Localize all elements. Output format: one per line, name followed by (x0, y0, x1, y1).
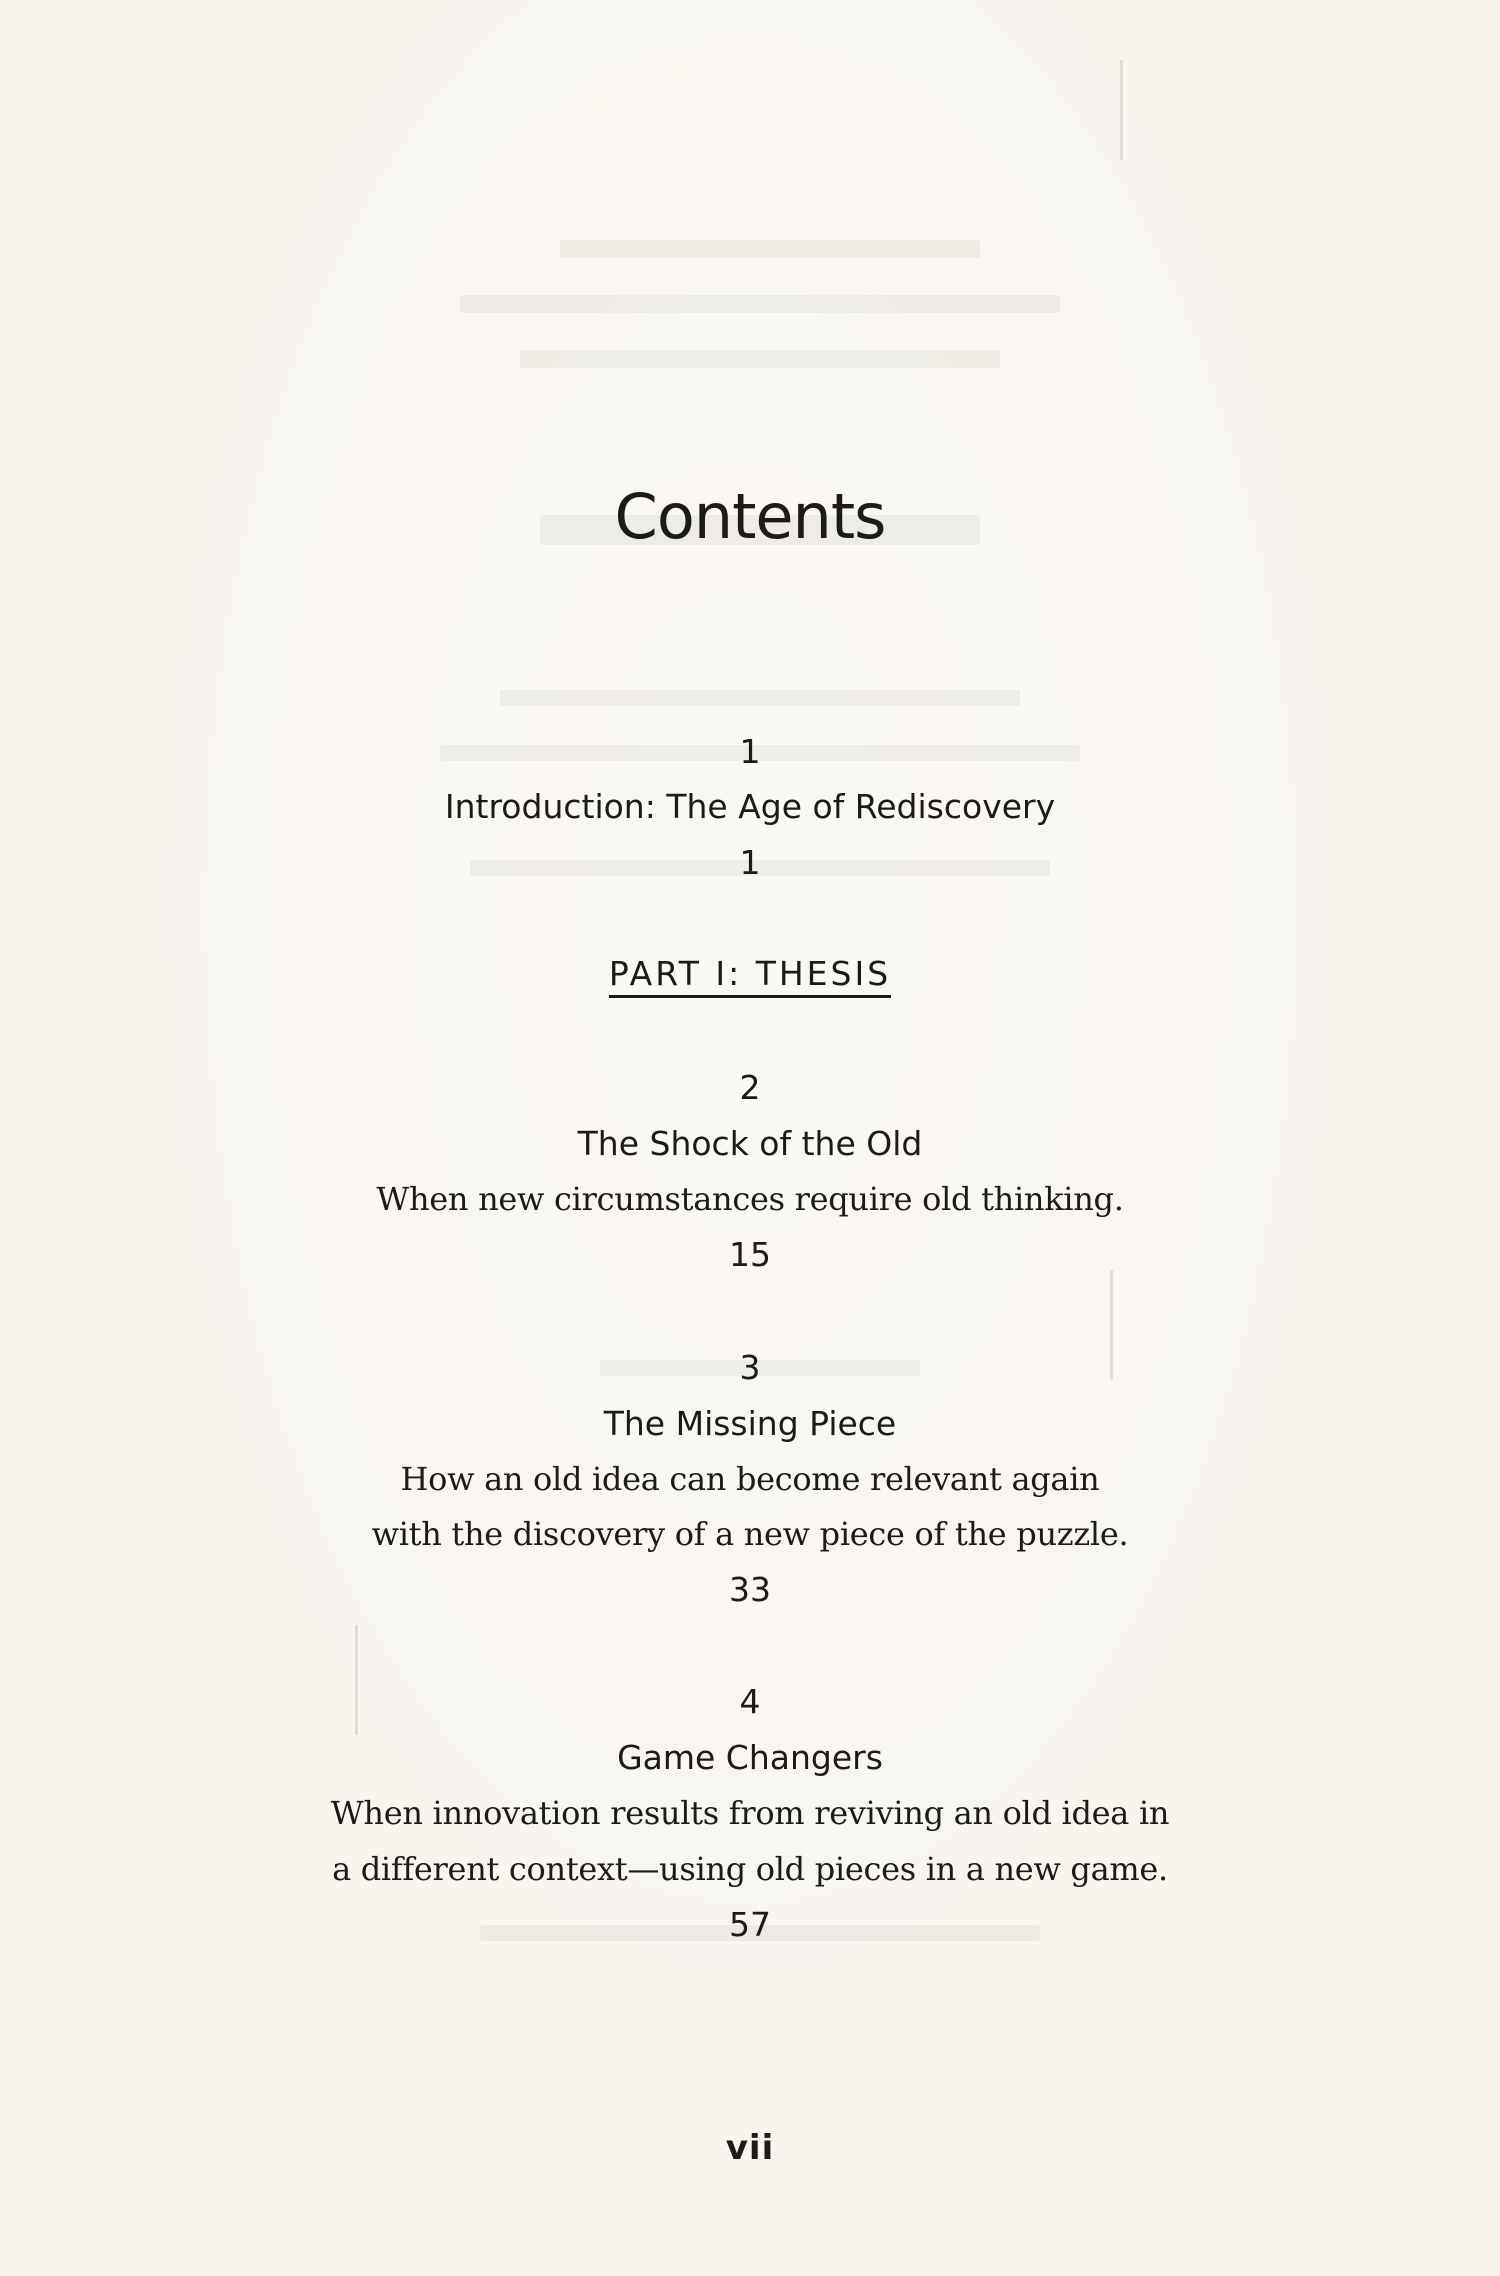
chapter-title: Game Changers (617, 1738, 883, 1777)
page-title: Contents (614, 480, 886, 553)
intro-page: 1 (739, 843, 761, 882)
chapter-number: 3 (739, 1348, 761, 1387)
chapter-number: 2 (739, 1068, 761, 1107)
chapter-page: 33 (729, 1570, 771, 1609)
chapter-description: How an old idea can become relevant again (400, 1460, 1100, 1498)
show-through-mark (500, 690, 1020, 706)
intro-title: Introduction: The Age of Rediscovery (444, 787, 1056, 826)
chapter-description: When innovation results from reviving an old idea in (330, 1794, 1170, 1832)
chapter-number: 4 (739, 1682, 761, 1721)
show-through-mark (460, 295, 1060, 313)
show-through-rule (1120, 60, 1123, 160)
show-through-mark (560, 240, 980, 258)
intro-number: 1 (739, 732, 761, 771)
chapter-page: 15 (729, 1235, 771, 1274)
chapter-description: When new circumstances require old thinking. (376, 1180, 1124, 1218)
chapter-description: a different context—using old pieces in a new game. (332, 1850, 1168, 1888)
chapter-description: with the discovery of a new piece of the puzzle. (371, 1515, 1129, 1553)
part-heading (0, 954, 1500, 998)
chapter-page: 57 (729, 1905, 771, 1944)
show-through-mark (520, 350, 1000, 368)
page-folio: vii (725, 2128, 775, 2168)
part-heading-text: PART I: THESIS (609, 954, 891, 998)
chapter-title: The Missing Piece (603, 1404, 897, 1443)
chapter-title: The Shock of the Old (577, 1124, 923, 1163)
